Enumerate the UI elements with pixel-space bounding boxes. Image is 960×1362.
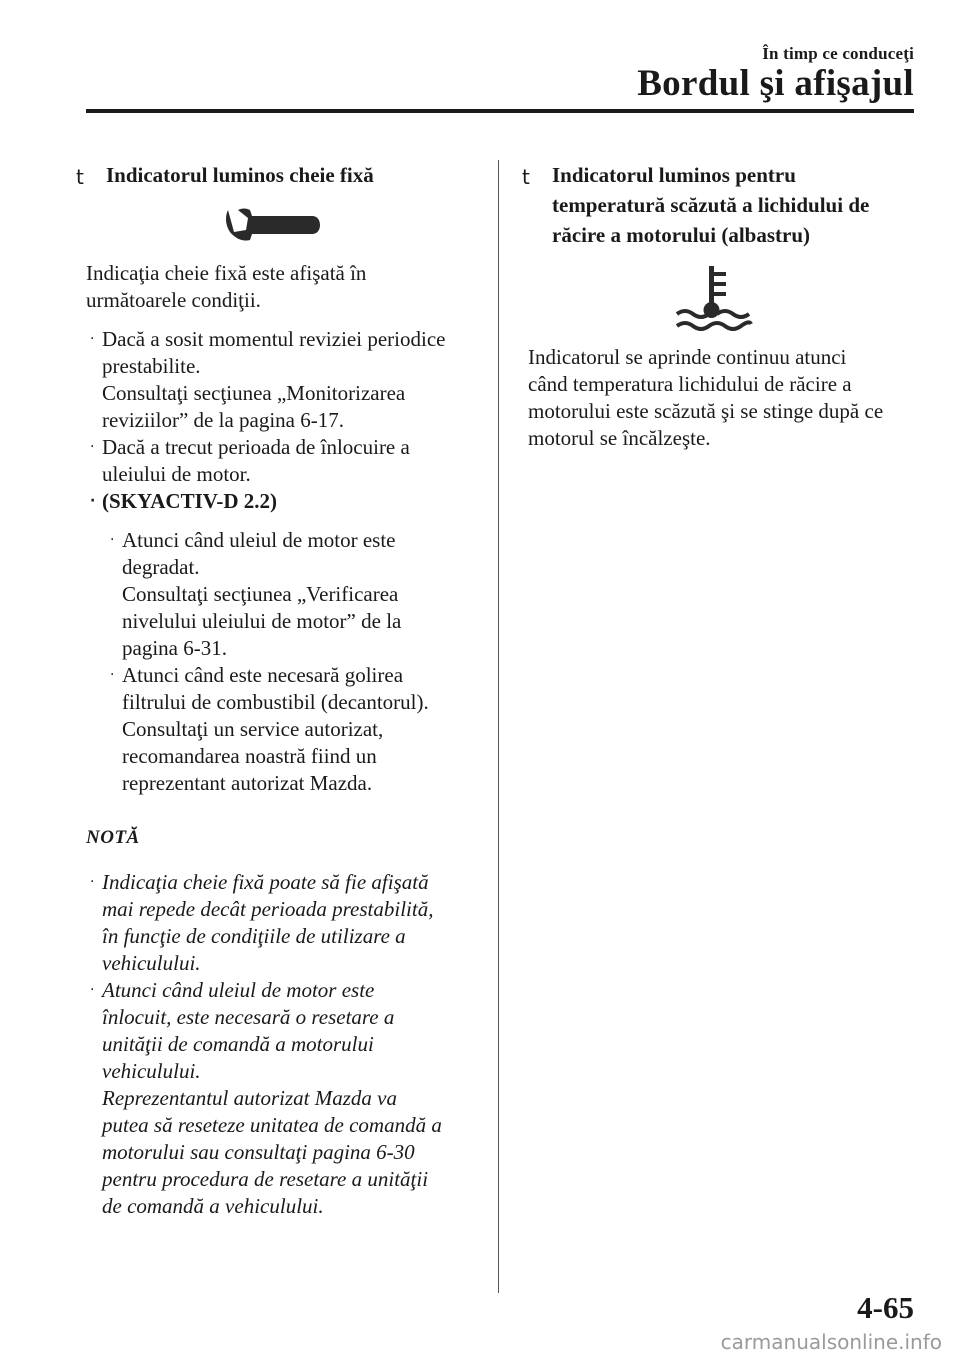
list-item: · (SKYACTIV-D 2.2) <box>90 489 278 513</box>
heading-marker: t <box>76 165 84 189</box>
left-column <box>62 160 482 1220</box>
note-title: NOTĂ <box>86 827 140 848</box>
watermark: carmanualsonline.info <box>720 1330 942 1354</box>
list-item: · Dacă a sosit momentul reviziei periodice prestabilite. Consultaţi secţiunea „Monitorizarea reviziilor” de la pagina 6-17. <box>90 327 446 432</box>
bullet-icon: · <box>90 331 95 347</box>
coolant-description: Indicatorul se aprinde continuu atunci când temperatura lichidului de răcire a motorului este scăzută şi se stinge după ce motorul se încălzeşte. <box>528 345 884 450</box>
bullet-icon: · <box>90 439 95 455</box>
page-number: 4-65 <box>857 1290 914 1325</box>
bullet-icon: · <box>90 874 95 890</box>
list-item: · Atunci când este necesară golirea filtrului de combustibil (decantorul). Consultaţi un service autorizat, recomandarea noastră fiind un reprezentant autorizat Mazda. <box>110 663 429 795</box>
bullet-icon: · <box>90 982 95 998</box>
column-divider <box>498 160 499 1293</box>
wrench-indicator-heading: t Indicatorul luminos cheie fixă <box>62 160 482 190</box>
list-item: · Atunci când uleiul de motor este înlocuit, este necesară o resetare a unităţii de comandă a motorului vehiculului. Reprezentantul autorizat Mazda va putea să reseteze unitatea de comandă a motorului sau consultaţi pagina 6-30 pentru procedura de resetare a unităţii de comandă a vehiculului. <box>90 978 442 1218</box>
condition-list <box>62 326 482 515</box>
bullet-icon: · <box>110 667 115 683</box>
header-section-title: Bordul şi afişajul <box>637 63 914 104</box>
wrench-icon <box>222 200 322 252</box>
coolant-temperature-icon <box>671 262 755 336</box>
coolant-indicator-heading: t Indicatorul luminos pentru temperatură scăzută a lichidului de răcire a motorului (albastru) <box>522 163 870 247</box>
list-item: · Indicaţia cheie fixă poate să fie afişată mai repede decât perioada prestabilită, în funcţie de condiţiile de utilizare a vehiculului. <box>90 870 434 975</box>
wrench-intro: Indicaţia cheie fixă este afişată în următoarele condiţii. <box>86 261 367 312</box>
bullet-icon: · <box>110 532 115 548</box>
list-item: · Dacă a trecut perioada de înlocuire a uleiului de motor. <box>90 435 410 486</box>
header-rule <box>86 109 914 113</box>
right-column <box>508 160 918 452</box>
note-list <box>62 869 482 1220</box>
header-chapter: În timp ce conduceţi <box>762 44 914 63</box>
list-item: · Atunci când uleiul de motor este degradat. Consultaţi secţiunea „Verificarea nivelului uleiului de motor” de la pagina 6-31. <box>110 528 402 660</box>
skyactiv-sublist <box>62 527 482 797</box>
heading-marker: t <box>522 165 530 189</box>
bullet-icon: · <box>90 493 96 509</box>
